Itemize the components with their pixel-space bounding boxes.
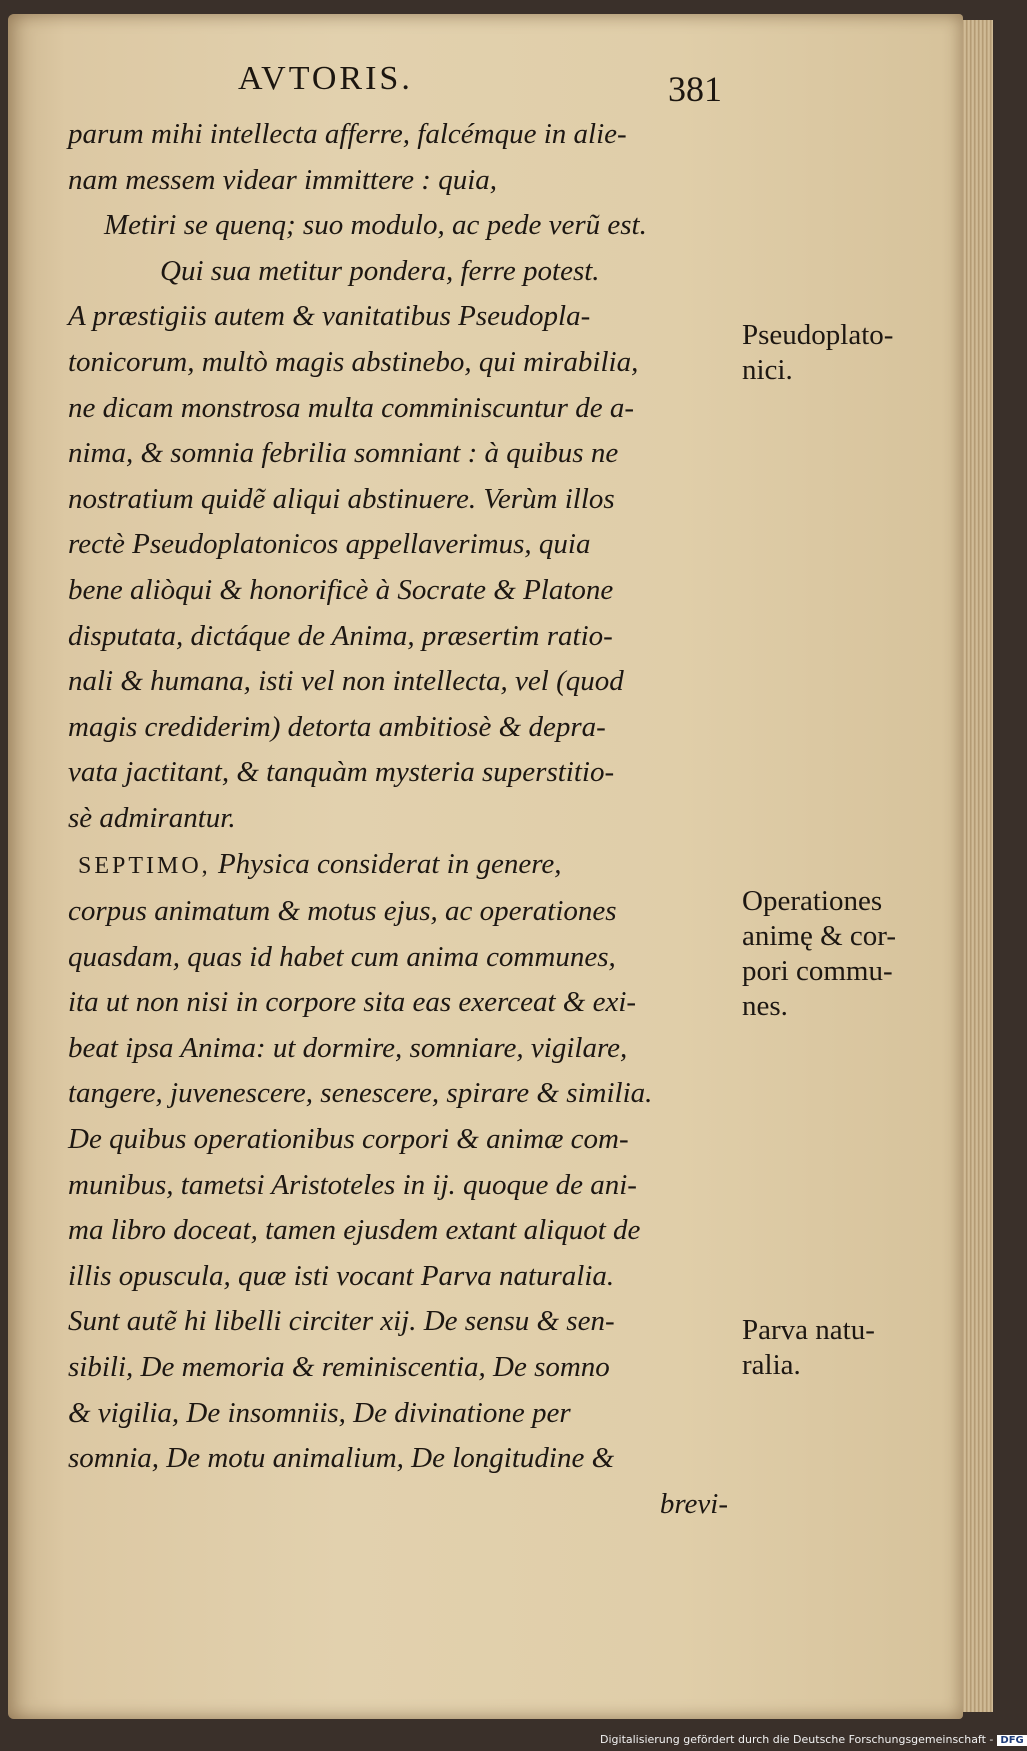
text-line: nostratium quidẽ aliqui abstinuere. Verùm illos xyxy=(68,482,615,515)
margin-note-line: animę & cor- xyxy=(742,920,897,952)
text-line: munibus, tametsi Aristoteles in ij. quoque de ani- xyxy=(68,1168,637,1201)
main-text xyxy=(68,112,728,1527)
text-line: nali & humana, isti vel non intellecta, vel (quod xyxy=(68,665,624,698)
dfg-logo: DFG xyxy=(997,1735,1026,1746)
text-line: quasdam, quas id habet cum anima communes, xyxy=(68,940,616,973)
text-line: De quibus operationibus corpori & animæ com- xyxy=(68,1123,629,1156)
text-line: tangere, juvenescere, senescere, spirare & similia. xyxy=(68,1077,653,1110)
verse-line: Qui sua metitur pondera, ferre potest. xyxy=(160,254,600,287)
text-line: sè admirantur. xyxy=(68,801,236,834)
text-line: ita ut non nisi in corpore sita eas exerceat & exi- xyxy=(68,986,637,1019)
text-line: corpus animatum & motus ejus, ac operationes xyxy=(68,895,617,928)
text-line: tonicorum, multò magis abstinebo, qui mirabilia, xyxy=(68,345,639,378)
margin-note-line: Operationes xyxy=(742,885,883,917)
text-line: & vigilia, De insomniis, De divinatione per xyxy=(68,1396,571,1429)
text-line: bene aliòqui & honorificè à Socrate & Platone xyxy=(68,573,614,606)
septimo-word: SEPTIMO, xyxy=(78,852,211,879)
margin-note-line: nici. xyxy=(742,354,793,386)
page-edge xyxy=(963,20,993,1712)
text-line: Sunt autẽ hi libelli circiter xij. De sensu & sen- xyxy=(68,1305,615,1338)
text-line: disputata, dictáque de Anima, præsertim ratio- xyxy=(68,619,613,652)
text-line: vata jactitant, & tanquàm mysteria superstitio- xyxy=(68,756,615,789)
margin-note-line: nes. xyxy=(742,990,788,1022)
credit-text: Digitalisierung gefördert durch die Deutsche Forschungsgemeinschaft - xyxy=(600,1733,994,1746)
digitization-credit xyxy=(600,1733,1027,1746)
margin-note-line: Parva natu- xyxy=(742,1314,875,1346)
text-line: ma libro doceat, tamen ejusdem extant aliquot de xyxy=(68,1214,641,1247)
text-line: ne dicam monstrosa multa comminiscuntur de a- xyxy=(68,391,634,424)
text-line: illis opuscula, quæ isti vocant Parva naturalia. xyxy=(68,1259,615,1292)
text-fragment: Physica considerat in genere, xyxy=(217,847,562,880)
text-line: sibili, De memoria & reminiscentia, De somno xyxy=(68,1351,610,1384)
text-line: nam messem videar immittere : quia, xyxy=(68,163,498,196)
verse-line: Metiri se quenq; suo modulo, ac pede verũ est. xyxy=(104,209,647,242)
text-line: somnia, De motu animalium, De longitudine & xyxy=(68,1442,615,1475)
margin-note-line: Pseudoplato- xyxy=(742,319,894,351)
text-line: parum mihi intellecta afferre, falcémque in alie- xyxy=(68,118,627,150)
margin-note-operationes xyxy=(742,884,957,1024)
text-line xyxy=(68,842,728,890)
running-head: AVTORIS. xyxy=(238,60,413,97)
margin-note-line: ralia. xyxy=(742,1349,801,1381)
catchword: brevi- xyxy=(659,1487,728,1520)
text-line: magis crediderim) detorta ambitiosè & depra- xyxy=(68,710,606,743)
margin-note-pseudoplatonici xyxy=(742,318,957,388)
text-line: rectè Pseudoplatonicos appellaverimus, quia xyxy=(68,528,591,561)
text-line: nima, & somnia febrilia somniant : à quibus ne xyxy=(68,437,619,470)
page-number: 381 xyxy=(668,69,722,109)
text-line: beat ipsa Anima: ut dormire, somniare, vigilare, xyxy=(68,1031,628,1064)
text-line: A præstigiis autem & vanitatibus Pseudopla- xyxy=(68,300,591,333)
margin-note-parva-naturalia xyxy=(742,1313,957,1383)
margin-note-line: pori commu- xyxy=(742,955,893,987)
